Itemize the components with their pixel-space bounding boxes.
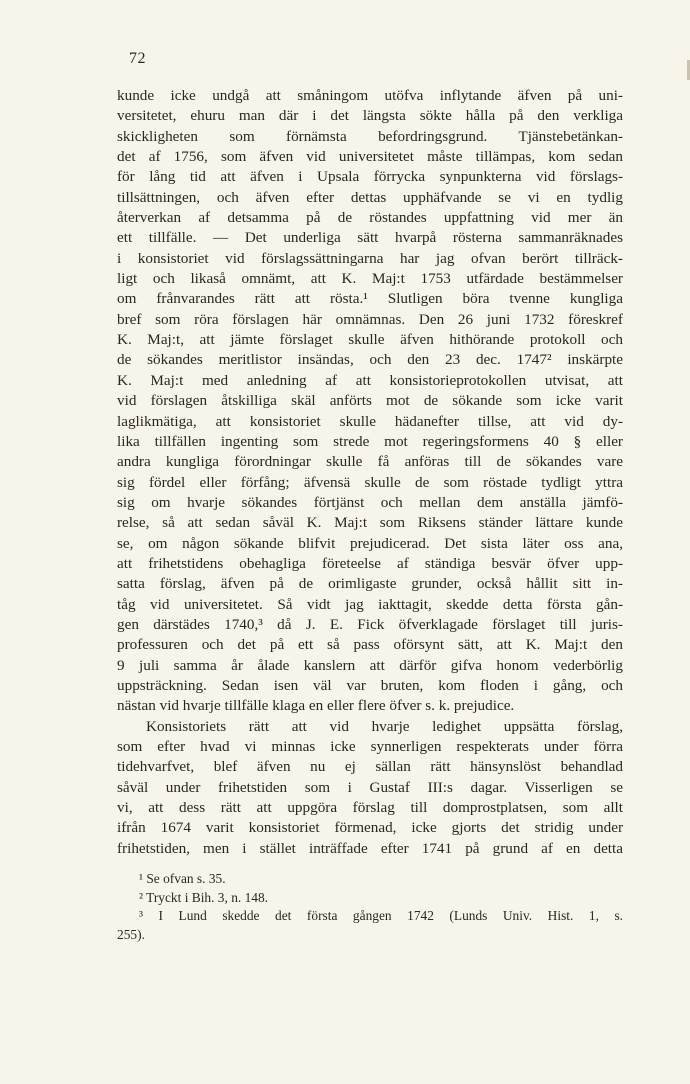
text-line: skickligheten som förnämsta befordringsgrund. Tjänstebetänkan- (117, 127, 623, 145)
text-line: K. Maj:t med anledning af att konsistorieprotokollen utvisat, att (117, 371, 623, 389)
footnote: ¹ Se ofvan s. 35. (139, 871, 226, 886)
text-line: kunde icke undgå att småningom utöfva inflytande äfven på uni- (117, 87, 623, 104)
text-line: vi, att dess rätt att uppgöra förslag till domprostplatsen, som allt (117, 799, 623, 817)
text-line: uppsträckning. Sedan isen väl var bruten, kom floden i gång, och (117, 676, 623, 694)
text-line: ligt och likaså omnämt, att K. Maj:t 1753 utfärdade bestämmelser (117, 270, 623, 288)
footnote: ³ I Lund skedde det första gången 1742 (Lunds Univ. Hist. 1, s. (139, 908, 623, 924)
text-line: ett tillfälle. — Det underliga sätt hvarpå rösterna sammanräknades (117, 229, 623, 247)
text-line: Konsistoriets rätt att vid hvarje ledighet uppsätta förslag, (146, 717, 623, 735)
text-line: se, om någon sökande blifvit prejudicerad. Det sista läter oss ana, (117, 534, 623, 552)
text-line: tillsättningen, och äfven efter dettas upphäfvande se vi en tydlig (117, 188, 623, 206)
text-line: nästan vid hvarje tillfälle klaga en eller flere öfver s. k. prejudice. (117, 697, 515, 715)
text-line: sig om hvarje sökandes förtjänst och mellan dem anställa jämfö- (117, 493, 623, 511)
text-line: vid förslagen åtskilliga skäl anförts mot de sökande som icke varit (117, 392, 623, 410)
text-line: andra kungliga förordningar skulle få anföras till de sökandes vare (117, 453, 623, 471)
text-line: relse, så att sedan såväl K. Maj:t som Riksens ständer lättare kunde (117, 514, 623, 532)
text-line: för lång tid att äfven i Upsala förrycka synpunkterna vid förslags- (117, 168, 623, 186)
footnote: ² Tryckt i Bih. 3, n. 148. (139, 889, 269, 905)
text-line: tidehvarfvet, blef äfven nu ej sällan rätt hänsynslöst behandlad (117, 758, 623, 776)
page-number: 72 (129, 50, 146, 67)
text-line: tåg vid universitetet. Så vidt jag iakttagit, skedde detta första gån- (117, 595, 623, 613)
text-line: frihetstiden, men i stället inträffade efter 1741 på grund af en detta (117, 839, 623, 857)
text-line: versitetet, ehuru man där i det längsta sökte hålla på den verkliga (117, 107, 623, 125)
text-line: det af 1756, som äfven vid universitetet måste tillämpas, kom sedan (117, 148, 623, 166)
footnote-continuation: 255). (117, 926, 145, 942)
text-line: som efter hvad vi minnas icke synnerligen respekterats under förra (117, 738, 623, 755)
footnotes (117, 870, 623, 944)
text-line: lika tillfällen ingenting som strede mot regeringsformens 40 § eller (117, 432, 623, 450)
text-line: de sökandes meritlistor insändas, och den 23 dec. 1747² inskärpte (117, 351, 623, 369)
text-line: laglikmätiga, att konsistoriet skulle hädanefter tillse, att vid dy- (117, 412, 623, 430)
text-line: sig fördel eller förfång; äfvensä skulle de som röstade tydligt yttra (117, 473, 623, 491)
text-line: K. Maj:t, att jämte förslaget skulle äfven hithörande protokoll och (117, 331, 623, 349)
body-text (117, 86, 623, 859)
text-line: i konsistoriet vid förslagssättningarna har jag ofvan berört tillräck- (117, 249, 623, 267)
text-line: såväl under frihetstiden som i Gustaf III:s dagar. Visserligen se (117, 778, 623, 796)
text-line: professuren och det på ett så pass oförsynt sätt, att K. Maj:t den (117, 636, 623, 654)
text-line: 9 juli samma år ålade kanslern att därför gifva honom vederbörlig (117, 656, 623, 674)
text-line: återverkan af detsamma på de röstandes uppfattning vid mer än (117, 209, 623, 227)
text-line: bref som röra förslagen här omnämnas. Den 26 juni 1732 föreskref (117, 310, 623, 328)
text-line: om frånvarandes rätt att rösta.¹ Slutligen böra tvenne kungliga (117, 290, 623, 308)
text-line: att frihetstidens obehagliga företeelse af ständiga besvär öfver upp- (117, 554, 623, 572)
text-line: ifrån 1674 varit konsistoriet förmenad, icke gjorts det stridig under (117, 819, 623, 837)
text-line: gen därstädes 1740,³ då J. E. Fick öfverklagade förslaget till juris- (117, 615, 623, 633)
text-line: satta förslag, äfven på de orimligaste grunder, också hållit sitt in- (117, 575, 623, 593)
